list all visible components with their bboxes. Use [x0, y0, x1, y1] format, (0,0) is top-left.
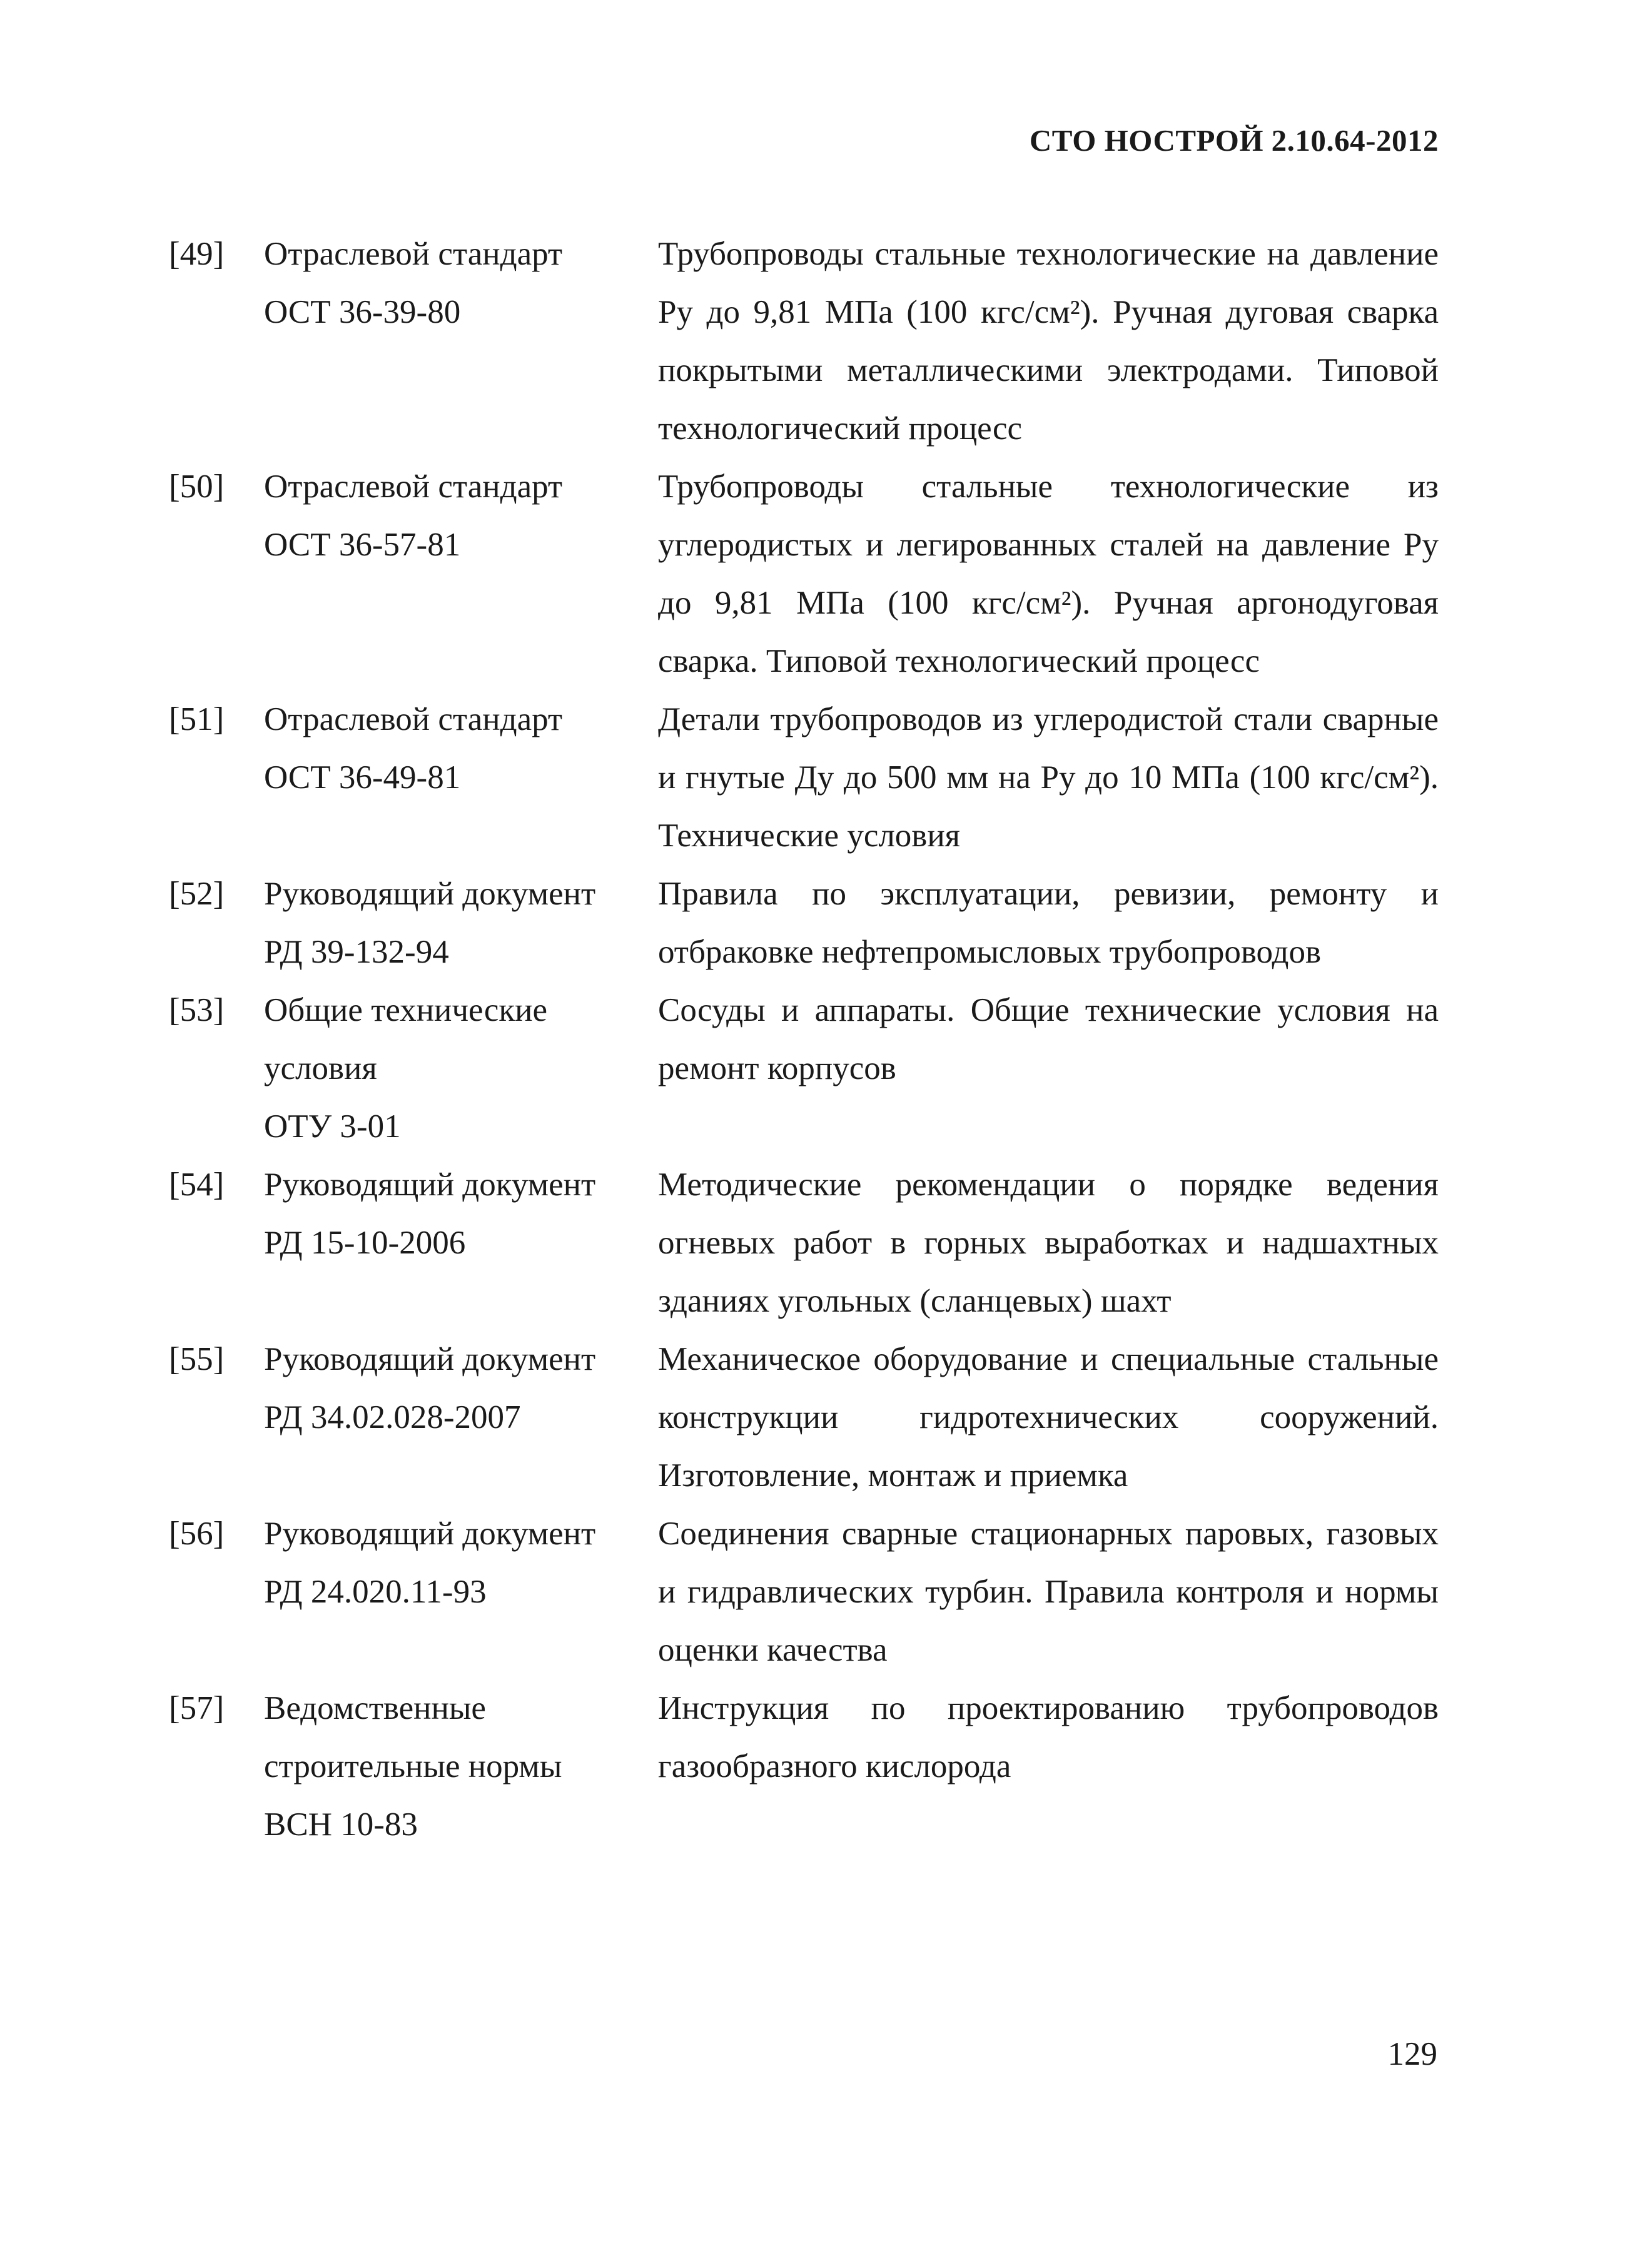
reference-entry: [169, 981, 1439, 1156]
reference-title: Трубопроводы стальные технологические из углеродистых и легированных сталей на давление Pу до 9,81 МПа (100 кгс/см²). Ручная аргонодуговая сварка. Типовой технологический процесс: [658, 468, 1439, 679]
reference-type: Общие технические условия: [264, 992, 548, 1086]
reference-source: [264, 1505, 658, 1679]
reference-source: [264, 1156, 658, 1330]
reference-type: Руководящий документ: [264, 1341, 596, 1377]
reference-code: ОСТ 36-39-80: [264, 294, 461, 330]
reference-number: [55]: [169, 1341, 225, 1377]
reference-code: ОТУ 3-01: [264, 1108, 401, 1145]
reference-type: Руководящий документ: [264, 1516, 596, 1552]
reference-number: [57]: [169, 1690, 225, 1726]
reference-number: [53]: [169, 992, 225, 1028]
reference-number: [50]: [169, 468, 225, 505]
reference-entry: [169, 1505, 1439, 1679]
reference-entry: [169, 691, 1439, 865]
reference-code: ОСТ 36-57-81: [264, 527, 461, 563]
reference-number: [52]: [169, 876, 225, 912]
reference-entry: [169, 865, 1439, 981]
reference-source: [264, 1330, 658, 1505]
reference-type: Отраслевой стандарт: [264, 236, 563, 272]
reference-type: Ведомственные строительные нормы: [264, 1690, 562, 1785]
reference-entry: [169, 458, 1439, 691]
reference-code: РД 24.020.11-93: [264, 1574, 487, 1610]
reference-title: Инструкция по проектированию трубопроводов газообразного кислорода: [658, 1690, 1439, 1785]
reference-number: [49]: [169, 236, 225, 272]
reference-source: [264, 981, 658, 1156]
reference-source: [264, 865, 658, 981]
reference-entry: [169, 225, 1439, 458]
reference-code: РД 15-10-2006: [264, 1225, 466, 1261]
reference-source: [264, 225, 658, 458]
reference-entry: [169, 1156, 1439, 1330]
reference-title: Трубопроводы стальные технологические на давление Pу до 9,81 МПа (100 кгс/см²). Ручная дуговая сварка покрытыми металлическими электродами. Типовой технологический процесс: [658, 236, 1439, 447]
reference-code: РД 39-132-94: [264, 934, 449, 970]
reference-type: Руководящий документ: [264, 1167, 596, 1203]
reference-type: Отраслевой стандарт: [264, 701, 563, 737]
document-code-header: СТО НОСТРОЙ 2.10.64-2012: [1029, 123, 1439, 158]
reference-number: [54]: [169, 1167, 225, 1203]
reference-title: Правила по эксплуатации, ревизии, ремонту и отбраковке нефтепромысловых трубопроводов: [658, 876, 1439, 970]
page-number: 129: [1387, 2036, 1437, 2072]
reference-type: Руководящий документ: [264, 876, 596, 912]
reference-list: [169, 225, 1439, 1854]
reference-entry: [169, 1679, 1439, 1854]
reference-entry: [169, 1330, 1439, 1505]
reference-title: Детали трубопроводов из углеродистой стали сварные и гнутые Ду до 500 мм на Pу до 10 МПа (100 кгс/см²). Технические условия: [658, 701, 1439, 854]
reference-title: Сосуды и аппараты. Общие технические условия на ремонт корпусов: [658, 992, 1439, 1086]
reference-code: ВСН 10-83: [264, 1806, 418, 1843]
reference-type: Отраслевой стандарт: [264, 468, 563, 505]
reference-title: Механическое оборудование и специальные стальные конструкции гидротехнических сооружений. Изготовление, монтаж и приемка: [658, 1341, 1439, 1494]
reference-source: [264, 1679, 658, 1854]
reference-source: [264, 458, 658, 691]
reference-number: [51]: [169, 701, 225, 737]
reference-title: Соединения сварные стационарных паровых, газовых и гидравлических турбин. Правила контроля и нормы оценки качества: [658, 1516, 1439, 1668]
reference-source: [264, 691, 658, 865]
reference-code: ОСТ 36-49-81: [264, 759, 461, 796]
reference-title: Методические рекомендации о порядке ведения огневых работ в горных выработках и надшахтных зданиях угольных (сланцевых) шахт: [658, 1167, 1439, 1319]
reference-number: [56]: [169, 1516, 225, 1552]
reference-code: РД 34.02.028-2007: [264, 1399, 521, 1435]
